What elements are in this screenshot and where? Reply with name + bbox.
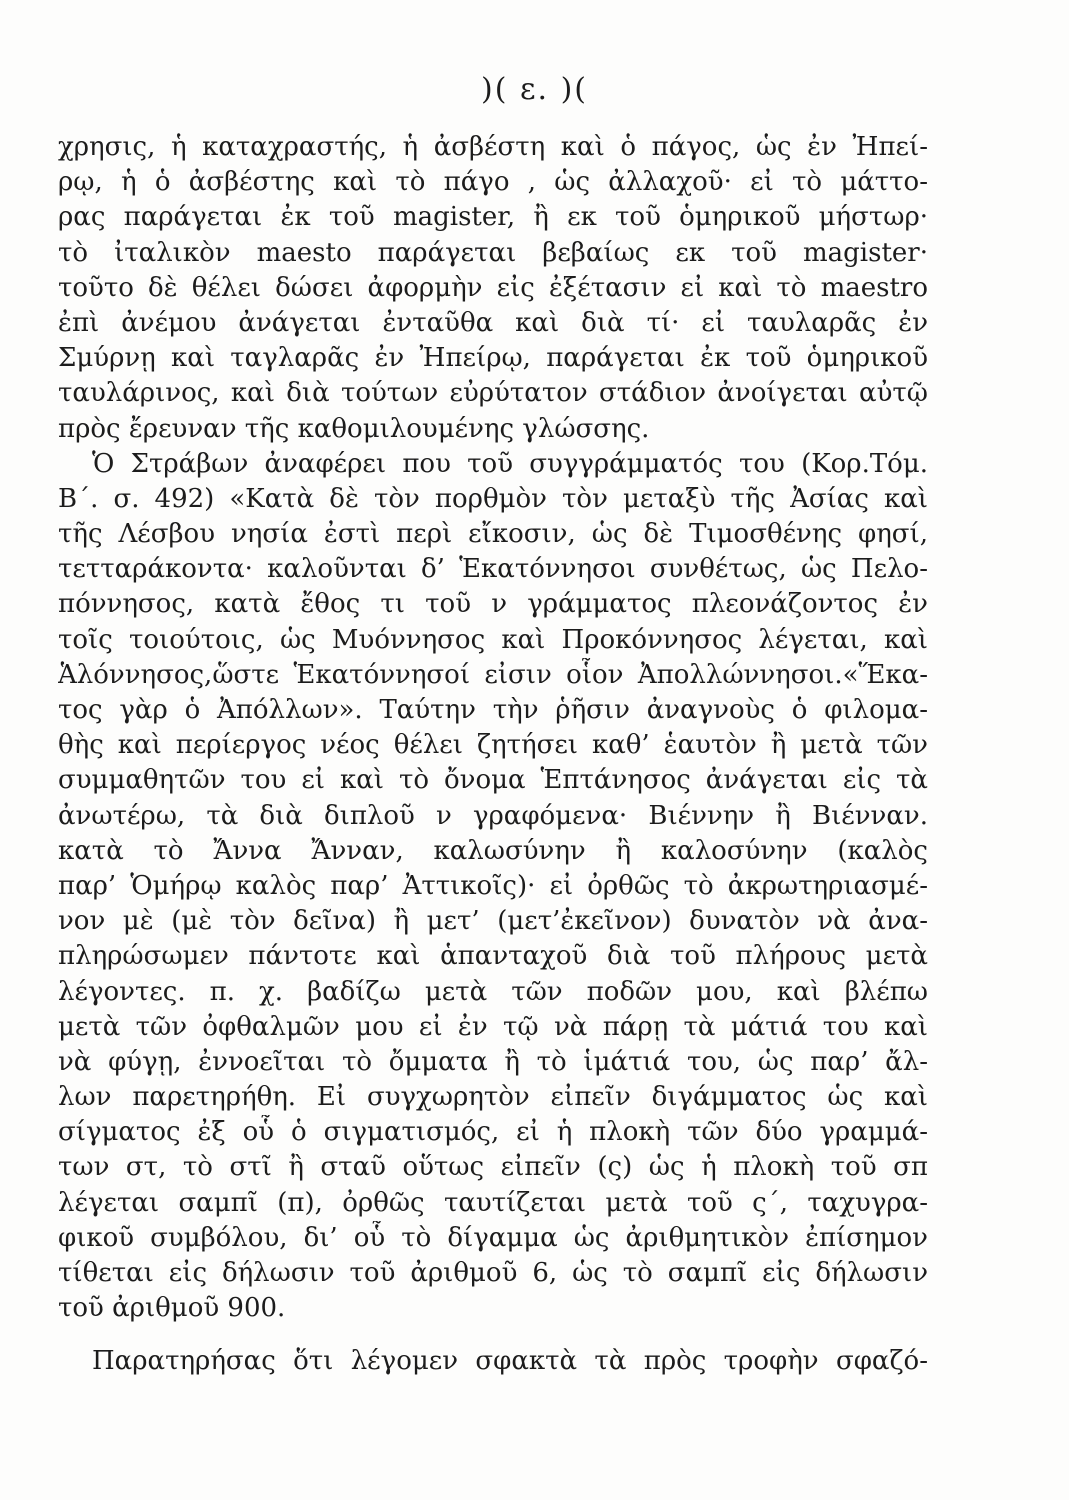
text-line: Σμύρνῃ καὶ ταγλαρᾶς ἐν Ἠπείρῳ, παράγεται ἐκ τοῦ ὁμηρικοῦ (58, 343, 928, 374)
text-line: πληρώσωμεν πάντοτε καὶ ἁπανταχοῦ διὰ τοῦ πλήρους μετὰ (58, 941, 928, 972)
text-line: κατὰ τὸ Ἄννα Ἄνναν, καλωσύνην ἢ καλοσύνην (καλὸς (58, 835, 928, 866)
text-line: νὰ φύγῃ, ἐννοεῖται τὸ ὄμματα ἢ τὸ ἱμάτιά του, ὡς παρ’ ἄλ- (58, 1046, 928, 1077)
page-body (58, 130, 928, 1380)
page-header: )( ε. )( (481, 72, 588, 107)
text-line: πρὸς ἔρευναν τῆς καθομιλουμένης γλώσσης. (58, 413, 650, 444)
text-line: τετταράκοντα· καλοῦνται δ’ Ἑκατόννησοι συνθέτως, ὡς Πελο- (58, 554, 928, 585)
text-line: θὴς καὶ περίεργος νέος θέλει ζητήσει καθ’ ἑαυτὸν ἢ μετὰ τῶν (58, 730, 928, 761)
text-line: χρησις, ἡ καταχραστής, ἡ ἀσβέστη καὶ ὁ πάγος, ὡς ἐν Ἠπεί- (58, 132, 928, 162)
text-line: ταυλάρινος, καὶ διὰ τούτων εὐρύτατον στάδιον ἀνοίγεται αὐτῷ (58, 378, 928, 409)
text-line: πόννησος, κατὰ ἔθος τι τοῦ ν γράμματος πλεονάζοντος ἐν (58, 589, 928, 620)
text-line: ρῳ, ἡ ὁ ἀσβέστης καὶ τὸ πάγο , ὡς ἀλλαχοῦ· εἰ τὸ μάττο- (58, 167, 928, 198)
text-line: ἀνωτέρω, τὰ διὰ διπλοῦ ν γραφόμενα· Βιέννην ἢ Βιένναν. (58, 800, 928, 831)
text-line: τίθεται εἰς δήλωσιν τοῦ ἀριθμοῦ 6, ὡς τὸ σαμπῖ εἰς δήλωσιν (58, 1258, 928, 1288)
paragraph-start-line: Ὁ Στράβων ἀναφέρει που τοῦ συγγράμματός του (Κορ.Τόμ. (92, 448, 928, 479)
text-line: τοῦτο δὲ θέλει δώσει ἀφορμὴν εἰς ἐξέτασιν εἰ καὶ τὸ maestro (58, 272, 928, 303)
text-line: λων παρετηρήθη. Εἰ συγχωρητὸν εἰπεῖν διγάμματος ὡς καὶ (58, 1082, 928, 1113)
text-line: λέγεται σαμπῖ (π), ὀρθῶς ταυτίζεται μετὰ τοῦ ς΄, ταχυγρα- (58, 1187, 928, 1218)
paragraph-start-line: Παρατηρήσας ὅτι λέγομεν σφακτὰ τὰ πρὸς τροφὴν σφαζό- (92, 1346, 928, 1377)
text-line: τὸ ἰταλικὸν maesto παράγεται βεβαίως εκ τοῦ magister· (58, 237, 928, 268)
text-line: τος γὰρ ὁ Ἀπόλλων». Ταύτην τὴν ῥῆσιν ἀναγνοὺς ὁ φιλομα- (58, 695, 928, 725)
text-line: λέγοντες. π. χ. βαδίζω μετὰ τῶν ποδῶν μου, καὶ βλέπω (58, 976, 928, 1007)
text-line: σίγματος ἐξ οὗ ὁ σιγματισμός, εἰ ἡ πλοκὴ τῶν δύο γραμμά- (58, 1117, 928, 1148)
text-line: συμμαθητῶν του εἰ καὶ τὸ ὄνομα Ἑπτάνησος ἀνάγεται εἰς τὰ (58, 765, 928, 796)
text-line: νον μὲ (μὲ τὸν δεῖνα) ἢ μετ’ (μετ’ἐκεῖνον) δυνατὸν νὰ ἀνα- (58, 906, 928, 937)
text-line: των στ, τὸ στῖ ἢ σταῦ οὕτως εἰπεῖν (ς) ὡς ἡ πλοκὴ τοῦ σπ (58, 1152, 928, 1183)
text-line: φικοῦ συμβόλου, δι’ οὗ τὸ δίγαμμα ὡς ἀριθμητικὸν ἐπίσημον (58, 1222, 928, 1253)
text-line: ἐπὶ ἀνέμου ἀνάγεται ἐνταῦθα καὶ διὰ τί· εἰ ταυλαρᾶς ἐν (58, 307, 928, 338)
text-line: τοῖς τοιούτοις, ὡς Μυόννησος καὶ Προκόννησος λέγεται, καὶ (58, 624, 928, 655)
text-line: μετὰ τῶν ὀφθαλμῶν μου εἰ ἐν τῷ νὰ πάρῃ τὰ μάτιά του καὶ (58, 1011, 928, 1042)
text-line: Ἁλόννησος,ὥστε Ἑκατόννησοί εἰσιν οἷον Ἀπολλώννησοι.«Ἕκα- (58, 659, 928, 690)
text-line: Β΄. σ. 492) «Κατὰ δὲ τὸν πορθμὸν τὸν μεταξὺ τῆς Ἀσίας καὶ (58, 483, 928, 514)
text-line: τῆς Λέσβου νησία ἐστὶ περὶ εἴκοσιν, ὡς δὲ Τιμοσθένης φησί, (58, 519, 928, 550)
text-line: τοῦ ἀριθμοῦ 900. (58, 1293, 286, 1324)
text-line: παρ’ Ὁμήρῳ καλὸς παρ’ Ἀττικοῖς)· εἰ ὀρθῶς τὸ ἀκρωτηριασμέ- (58, 870, 928, 901)
text-line: ρας παράγεται ἐκ τοῦ magister, ἢ εκ τοῦ ὁμηρικοῦ μήστωρ· (58, 202, 928, 233)
